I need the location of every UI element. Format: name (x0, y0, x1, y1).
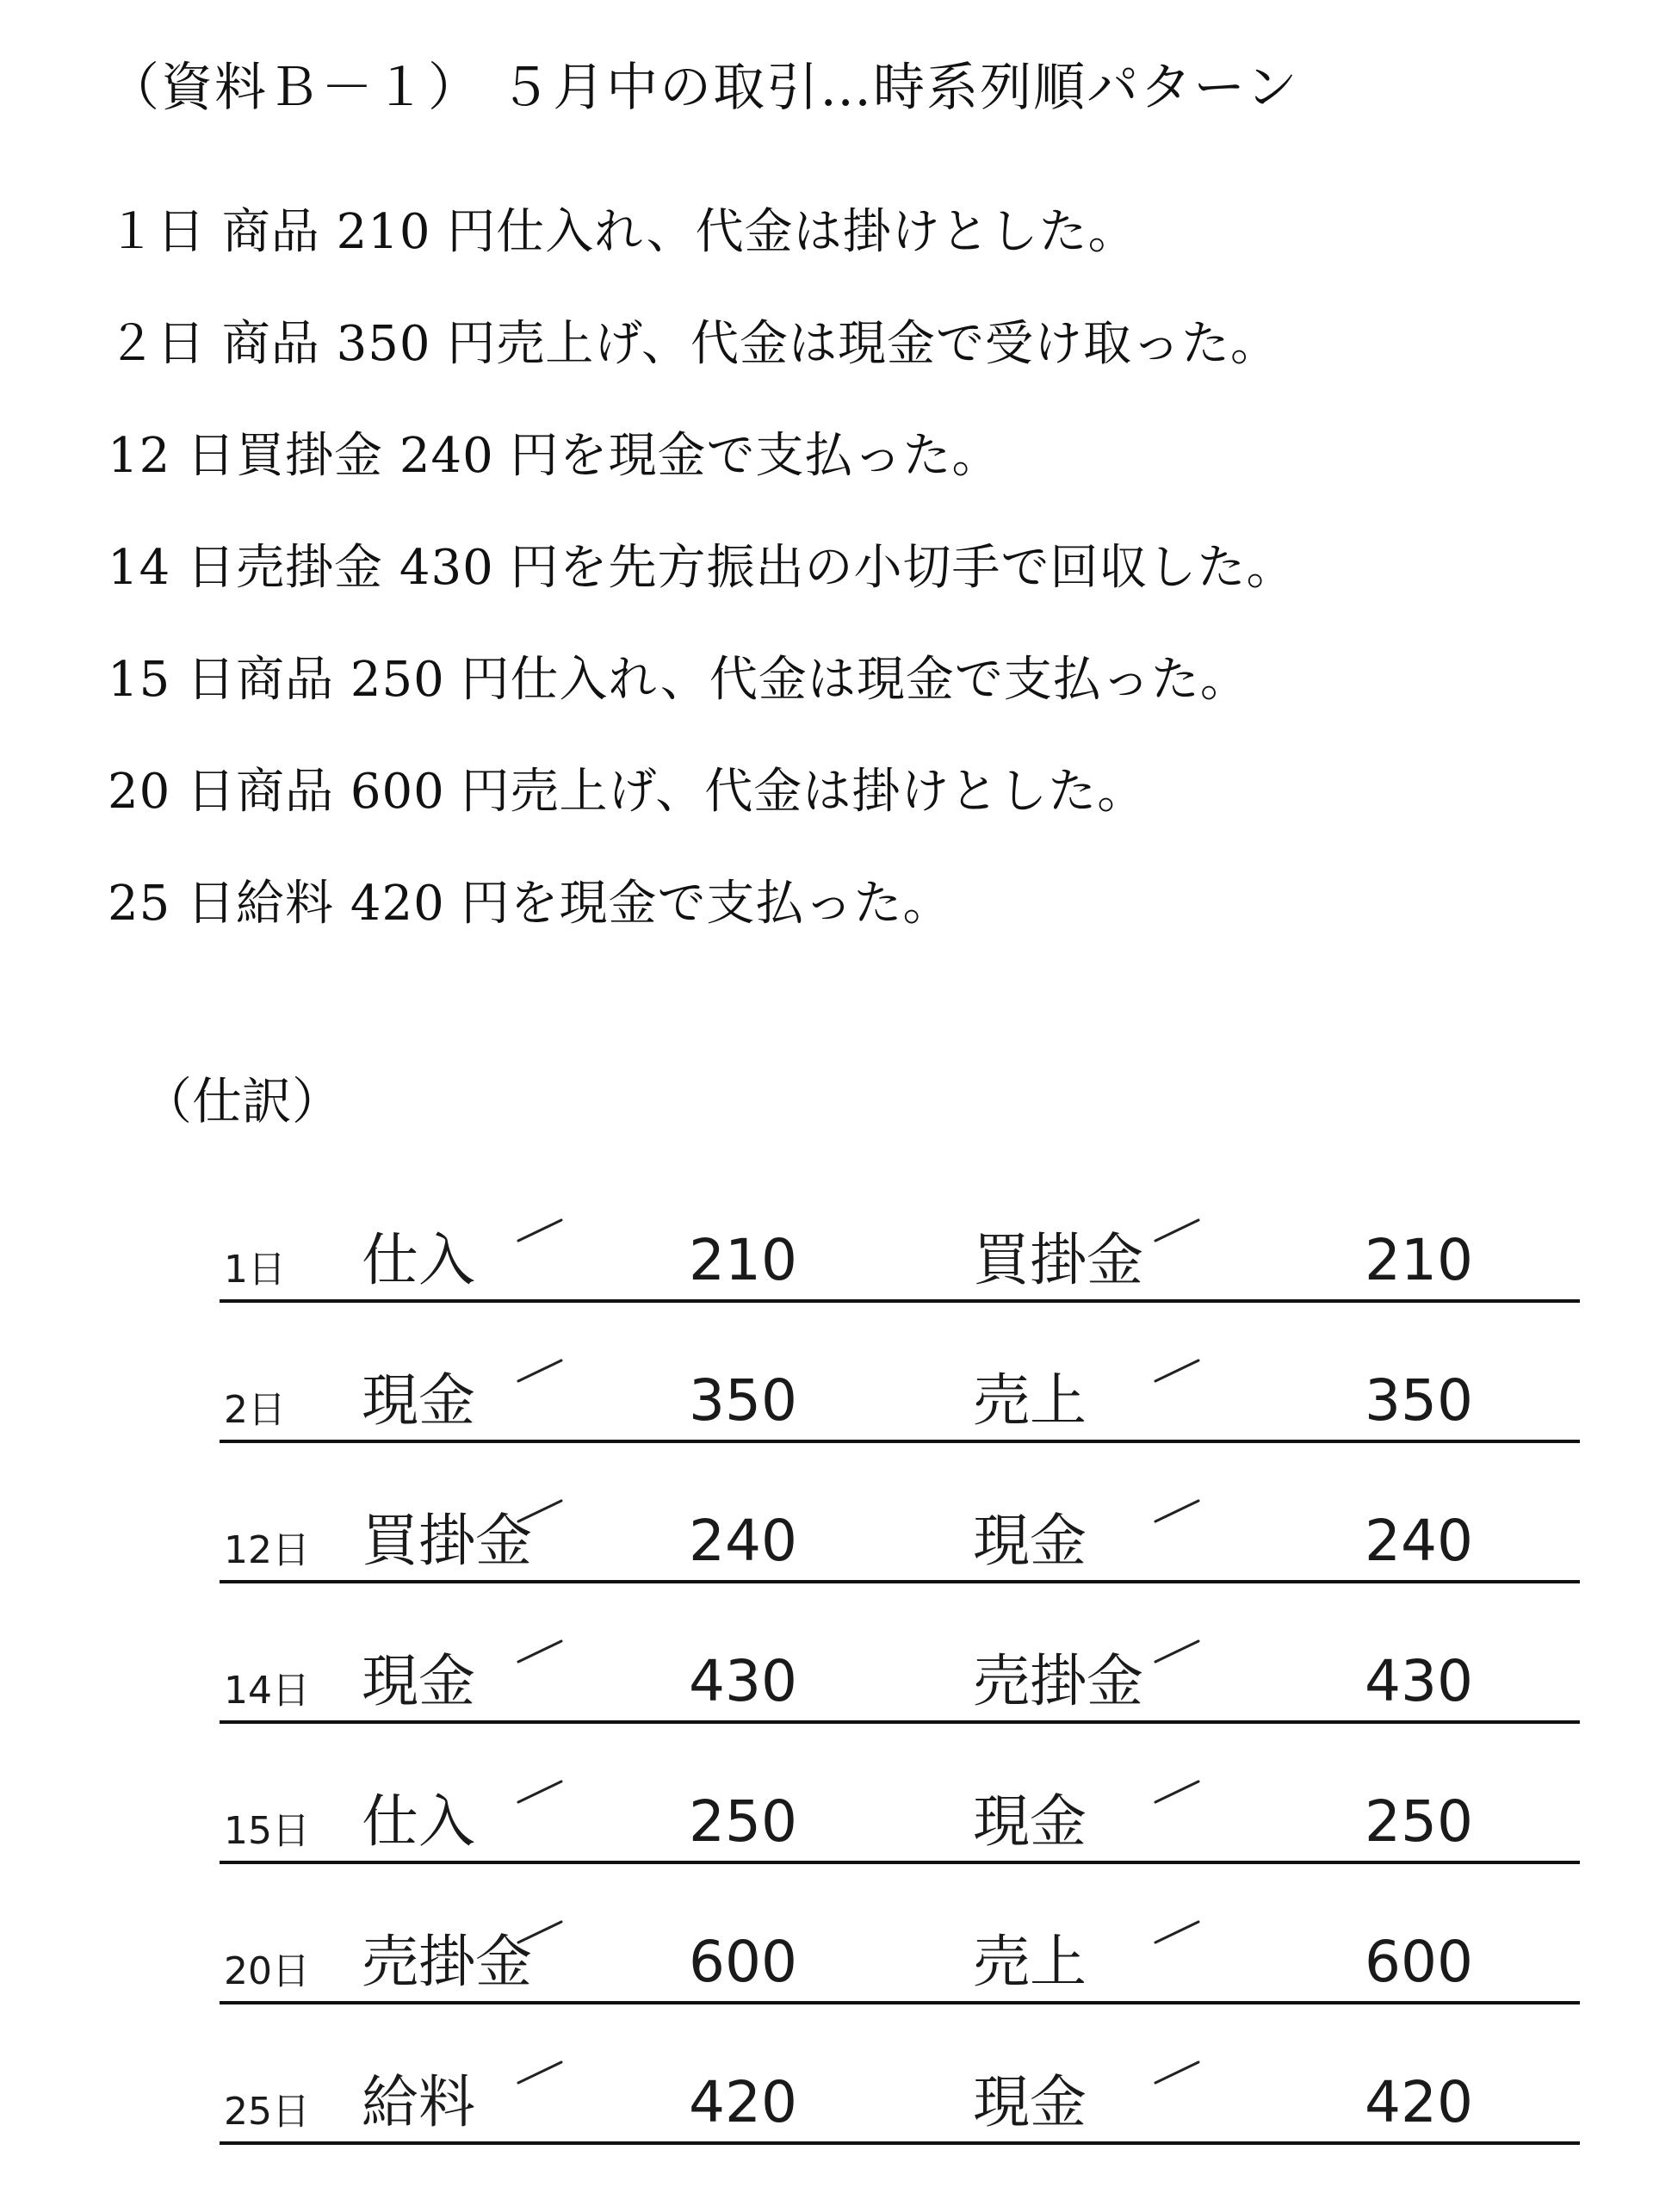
transaction-item: 25 日給料 420 円を現金で支払った。 (108, 876, 952, 932)
debit-amount: 250 (689, 1788, 797, 1855)
transaction-item: 15 日商品 250 円仕入れ、代金は現金で支払った。 (108, 652, 1249, 708)
checkmark-icon (1154, 1920, 1201, 1944)
checkmark-icon (517, 2060, 564, 2085)
credit-account: 売上 (973, 1367, 1087, 1434)
checkmark-icon (1154, 1499, 1201, 1523)
journal-row (220, 1162, 1580, 1303)
debit-account: 現金 (362, 1367, 475, 1434)
entry-date: 14日 (224, 1669, 310, 1713)
credit-account: 売上 (973, 1929, 1087, 1995)
ruled-line (220, 2141, 1580, 2145)
entry-date: 2日 (224, 1388, 286, 1432)
credit-account: 現金 (973, 1788, 1087, 1855)
journal-row (220, 1303, 1580, 1443)
handwritten-journal (220, 1162, 1580, 2145)
checkmark-icon (517, 1920, 564, 1944)
transaction-item: 14 日売掛金 430 円を先方振出の小切手で回収した。 (108, 540, 1296, 596)
transaction-list (108, 177, 1296, 960)
debit-account: 仕入 (362, 1788, 475, 1855)
checkmark-icon (517, 1499, 564, 1523)
journal-section-title: （仕訳） (142, 1072, 343, 1131)
debit-amount: 430 (689, 1648, 797, 1714)
entry-date: 25日 (224, 2090, 310, 2134)
credit-account: 買掛金 (973, 1227, 1143, 1293)
checkmark-icon (1154, 2060, 1201, 2085)
debit-account: 給料 (362, 2069, 475, 2135)
checkmark-icon (517, 1359, 564, 1383)
credit-amount: 350 (1365, 1367, 1473, 1434)
debit-account: 現金 (362, 1648, 475, 1714)
entry-date: 20日 (224, 1949, 310, 1993)
transaction-item: 12 日買掛金 240 円を現金で支払った。 (108, 428, 1001, 484)
checkmark-icon (1154, 1218, 1201, 1242)
credit-account: 現金 (973, 1508, 1087, 1574)
debit-amount: 240 (689, 1508, 797, 1574)
credit-amount: 430 (1365, 1648, 1473, 1714)
checkmark-icon (1154, 1780, 1201, 1804)
credit-amount: 250 (1365, 1788, 1473, 1855)
transaction-item: 20 日商品 600 円売上げ、代金は掛けとした。 (108, 764, 1147, 820)
debit-amount: 350 (689, 1367, 797, 1434)
credit-amount: 600 (1365, 1929, 1473, 1995)
journal-row (220, 1443, 1580, 1583)
checkmark-icon (517, 1780, 564, 1804)
journal-row (220, 1583, 1580, 1724)
journal-row (220, 2004, 1580, 2145)
checkmark-icon (1154, 1359, 1201, 1383)
entry-date: 15日 (224, 1809, 310, 1853)
journal-row (220, 1864, 1580, 2004)
credit-amount: 420 (1365, 2069, 1473, 2135)
debit-amount: 600 (689, 1929, 797, 1995)
credit-amount: 210 (1365, 1227, 1473, 1293)
entry-date: 1日 (224, 1248, 286, 1292)
credit-account: 現金 (973, 2069, 1087, 2135)
debit-amount: 210 (689, 1227, 797, 1293)
checkmark-icon (517, 1639, 564, 1664)
debit-amount: 420 (689, 2069, 797, 2135)
debit-account: 買掛金 (362, 1508, 532, 1574)
credit-account: 売掛金 (973, 1648, 1143, 1714)
material-title: （資料Ｂ－１） ５月中の取引…時系列順パターン (108, 58, 1299, 118)
transaction-item: ２日 商品 350 円売上げ、代金は現金で受け取った。 (108, 316, 1280, 372)
checkmark-icon (1154, 1639, 1201, 1664)
checkmark-icon (517, 1218, 564, 1242)
transaction-item: １日 商品 210 円仕入れ、代金は掛けとした。 (108, 204, 1137, 260)
credit-amount: 240 (1365, 1508, 1473, 1574)
debit-account: 仕入 (362, 1227, 475, 1293)
debit-account: 売掛金 (362, 1929, 532, 1995)
entry-date: 12日 (224, 1528, 310, 1572)
journal-row (220, 1724, 1580, 1864)
